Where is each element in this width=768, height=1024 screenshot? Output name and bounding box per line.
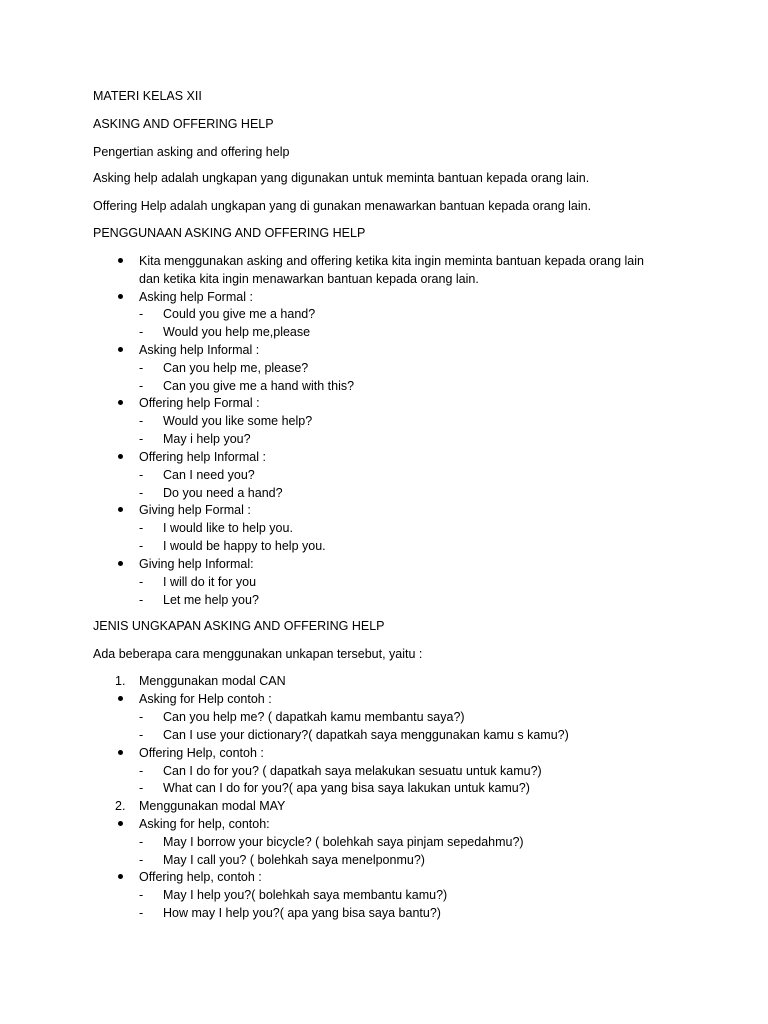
definition-title: Pengertian asking and offering help (93, 145, 290, 159)
group-label: Offering help Formal : (139, 396, 260, 410)
list-item: I would be happy to help you. (163, 539, 326, 553)
group-label: Asking for help, contoh: (139, 817, 270, 831)
list-item: May I borrow your bicycle? ( bolehkah saya pinjam sepedahmu?) (163, 835, 524, 849)
list-item: Can you give me a hand with this? (163, 379, 355, 393)
group-label: Giving help Formal : (139, 503, 251, 517)
list-item: Would you like some help? (163, 414, 313, 428)
section-number: 2. (115, 799, 126, 813)
list-item: I would like to help you. (163, 521, 293, 535)
definition-asking: Asking help adalah ungkapan yang digunakan untuk meminta bantuan kepada orang lain. (93, 171, 590, 185)
dash-icon: - (139, 781, 144, 795)
list-item: May I help you?( bolehkah saya membantu kamu?) (163, 888, 448, 902)
bullet-icon (118, 507, 123, 512)
dash-icon: - (139, 728, 144, 742)
list-item: Would you help me,please (163, 325, 311, 339)
definition-offering: Offering Help adalah ungkapan yang di gunakan menawarkan bantuan kepada orang lain. (93, 199, 592, 213)
group-label: Offering help Informal : (139, 450, 266, 464)
dash-icon: - (139, 593, 144, 607)
dash-icon: - (139, 379, 144, 393)
dash-icon: - (139, 906, 144, 920)
dash-icon: - (139, 539, 144, 553)
usage-intro-line: dan ketika kita ingin menawarkan bantuan kepada orang lain. (139, 272, 479, 286)
list-item: Can I need you? (163, 468, 255, 482)
group-label: Asking help Informal : (139, 343, 260, 357)
dash-icon: - (139, 307, 144, 321)
dash-icon: - (139, 325, 144, 339)
dash-icon: - (139, 710, 144, 724)
heading-class: MATERI KELAS XII (93, 89, 202, 103)
dash-icon: - (139, 575, 144, 589)
section-title: Menggunakan modal CAN (139, 674, 286, 688)
usage-intro-line: Kita menggunakan asking and offering ketika kita ingin meminta bantuan kepada orang lain (139, 254, 644, 268)
group-label: Giving help Informal: (139, 557, 254, 571)
list-item: Can you help me, please? (163, 361, 309, 375)
dash-icon: - (139, 468, 144, 482)
bullet-icon (118, 294, 123, 299)
dash-icon: - (139, 888, 144, 902)
group-label: Asking for Help contoh : (139, 692, 272, 706)
types-heading: JENIS UNGKAPAN ASKING AND OFFERING HELP (93, 619, 385, 633)
group-label: Asking help Formal : (139, 290, 253, 304)
section-number: 1. (115, 674, 126, 688)
list-item: May i help you? (163, 432, 251, 446)
dash-icon: - (139, 835, 144, 849)
bullet-icon (118, 874, 123, 879)
dash-icon: - (139, 853, 144, 867)
list-item: Can I use your dictionary?( dapatkah saya menggunakan kamu s kamu?) (163, 728, 569, 742)
section-title: Menggunakan modal MAY (139, 799, 286, 813)
dash-icon: - (139, 486, 144, 500)
usage-heading: PENGGUNAAN ASKING AND OFFERING HELP (93, 226, 366, 240)
list-item: Let me help you? (163, 593, 259, 607)
bullet-icon (118, 750, 123, 755)
bullet-icon (118, 561, 123, 566)
dash-icon: - (139, 361, 144, 375)
dash-icon: - (139, 414, 144, 428)
list-item: What can I do for you?( apa yang bisa saya lakukan untuk kamu?) (163, 781, 530, 795)
group-label: Offering Help, contoh : (139, 746, 264, 760)
types-intro: Ada beberapa cara menggunakan unkapan tersebut, yaitu : (93, 647, 423, 661)
dash-icon: - (139, 764, 144, 778)
bullet-icon (118, 454, 123, 459)
bullet-icon (118, 400, 123, 405)
heading-topic: ASKING AND OFFERING HELP (93, 117, 274, 131)
bullet-icon (118, 696, 123, 701)
bullet-icon (118, 347, 123, 352)
list-item: Can you help me? ( dapatkah kamu membantu saya?) (163, 710, 465, 724)
bullet-icon (118, 258, 123, 263)
dash-icon: - (139, 432, 144, 446)
list-item: Do you need a hand? (163, 486, 283, 500)
group-label: Offering help, contoh : (139, 870, 262, 884)
list-item: I will do it for you (163, 575, 257, 589)
bullet-icon (118, 821, 123, 826)
list-item: How may I help you?( apa yang bisa saya bantu?) (163, 906, 441, 920)
dash-icon: - (139, 521, 144, 535)
list-item: Can I do for you? ( dapatkah saya melakukan sesuatu untuk kamu?) (163, 764, 542, 778)
list-item: Could you give me a hand? (163, 307, 316, 321)
list-item: May I call you? ( bolehkah saya menelponmu?) (163, 853, 425, 867)
